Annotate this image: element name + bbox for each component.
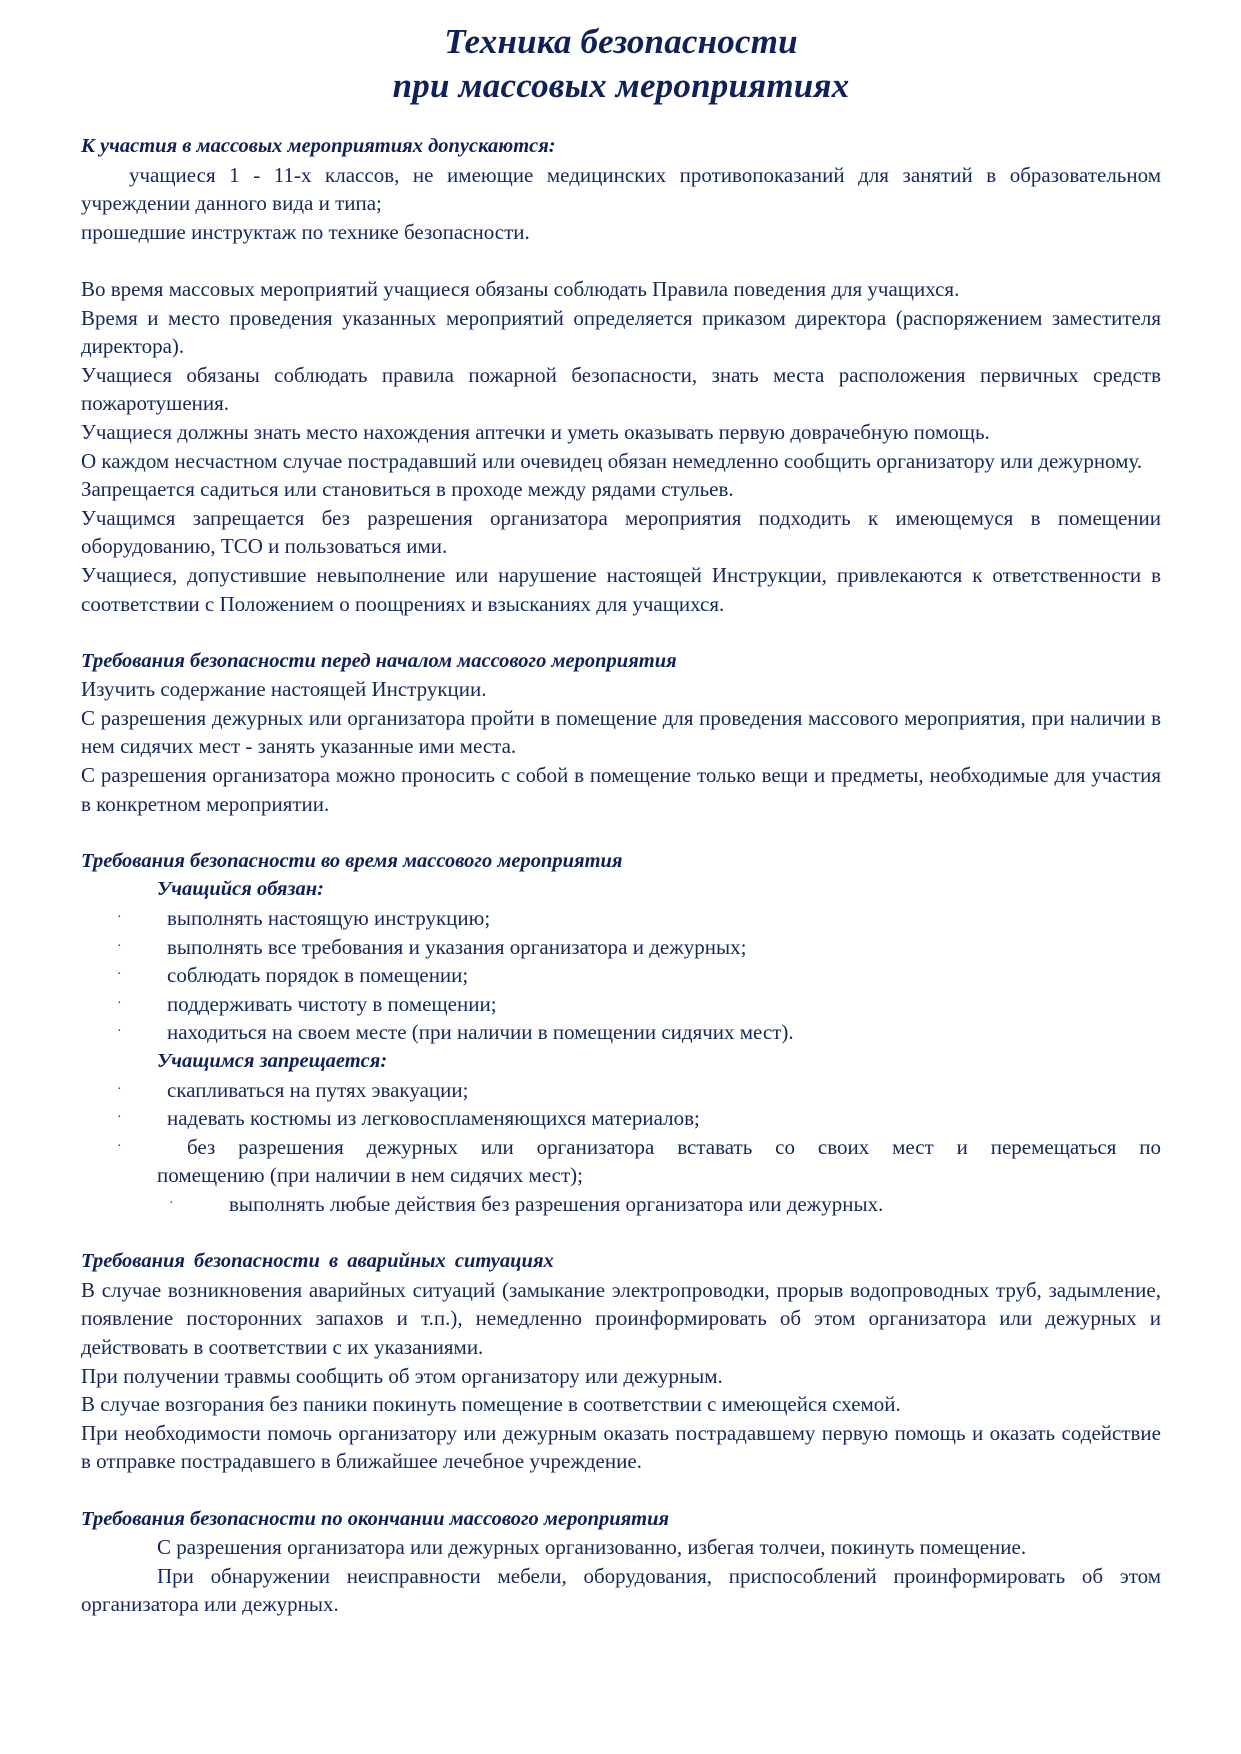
- bullet-icon: ·: [117, 967, 122, 983]
- bullet-icon: ·: [117, 1110, 122, 1126]
- paragraph: Время и место проведения указанных мероприятий определяется приказом директора (распоряжением заместителя директора).: [81, 305, 1161, 359]
- paragraph: Во время массовых мероприятий учащиеся обязаны соблюдать Правила поведения для учащихся.: [81, 276, 960, 301]
- paragraph: прошедшие инструктаж по технике безопасности.: [81, 219, 530, 244]
- paragraph: Учащиеся, допустившие невыполнение или нарушение настоящей Инструкции, привлекаются к ответственности в соответствии с Положением о поощрениях и взысканиях для учащихся.: [81, 562, 1161, 616]
- bullet-icon: ·: [117, 995, 122, 1011]
- bullet-icon: ·: [117, 1024, 122, 1040]
- list-item: [81, 990, 1161, 1019]
- section-heading-during-event: Требования безопасности во время массового мероприятия: [81, 849, 623, 872]
- title-line-2: при массовых мероприятиях: [392, 66, 850, 105]
- list-item-text: выполнять все требования и указания организатора и дежурных;: [167, 934, 747, 959]
- bullet-icon: ·: [117, 1081, 122, 1097]
- bullet-icon: ·: [117, 938, 122, 954]
- section-heading-before-event: Требования безопасности перед началом массового мероприятия: [81, 649, 677, 672]
- paragraph: Учащиеся должны знать место нахождения аптечки и уметь оказывать первую доврачебную помощь.: [81, 419, 990, 444]
- list-item-text-continued: помещению (при наличии в нем сидячих мест);: [157, 1163, 583, 1188]
- subheading-obliged: Учащийся обязан:: [157, 878, 324, 901]
- paragraph: Учащимся запрещается без разрешения организатора мероприятия подходить к имеющемуся в помещении оборудованию, ТСО и пользоваться ими.: [81, 505, 1161, 559]
- bullet-icon: ·: [117, 910, 122, 926]
- list-item-text: находиться на своем месте (при наличии в помещении сидячих мест).: [167, 1020, 794, 1045]
- paragraph: В случае возгорания без паники покинуть помещение в соответствии с имеющейся схемой.: [81, 1392, 901, 1417]
- paragraph: Запрещается садиться или становиться в проходе между рядами стульев.: [81, 477, 734, 502]
- paragraph: С разрешения организатора или дежурных организованно, избегая толчеи, покинуть помещение.: [157, 1535, 1027, 1560]
- list-item: [81, 1018, 1161, 1047]
- paragraph: учащиеся 1 - 11-х классов, не имеющие медицинских противопоказаний для занятий в образовательном учреждении данного вида и типа;: [81, 162, 1161, 216]
- paragraph: При получении травмы сообщить об этом организатору или дежурным.: [81, 1363, 723, 1388]
- paragraph: С разрешения организатора можно проносить с собой в помещение только вещи и предметы, необходимые для участия в конкретном мероприятии.: [81, 763, 1161, 816]
- page-title: [81, 20, 1161, 108]
- paragraph: В случае возникновения аварийных ситуаций (замыкание электропроводки, прорыв водопроводных труб, задымление, появление посторонних запахов и т.п.), немедленно проинформировать об этом организатора или дежурных и действовать в соответствии с их указаниями.: [81, 1277, 1161, 1359]
- list-item: [81, 933, 1161, 962]
- list-item-text: выполнять любые действия без разрешения организатора или дежурных.: [229, 1191, 884, 1216]
- paragraph: Учащиеся обязаны соблюдать правила пожарной безопасности, знать места расположения первичных средств пожаротушения.: [81, 362, 1161, 416]
- list-item: [81, 1133, 1161, 1190]
- list-item: [81, 1190, 1161, 1219]
- paragraph: При обнаружении неисправности мебели, оборудования, приспособлений проинформировать об этом организатора или дежурных.: [81, 1563, 1161, 1617]
- bullet-icon: ·: [169, 1195, 174, 1211]
- list-item: [81, 961, 1161, 990]
- list-item: [81, 1104, 1161, 1133]
- bullet-icon: ·: [117, 1138, 122, 1154]
- section-heading-admission: К участия в массовых мероприятиях допускаются:: [81, 135, 556, 157]
- document-page: [81, 20, 1161, 1619]
- list-item: [81, 904, 1161, 933]
- list-item-text: надевать костюмы из легковоспламеняющихся материалов;: [167, 1106, 700, 1131]
- paragraph: Изучить содержание настоящей Инструкции.: [81, 677, 487, 702]
- paragraph: При необходимости помочь организатору или дежурным оказать пострадавшему первую помощь и оказать содействие в отправке пострадавшего в ближайшее лечебное учреждение.: [81, 1420, 1161, 1474]
- title-line-1: Техника безопасности: [444, 22, 798, 61]
- list-item-text: без разрешения дежурных или организатора вставать со своих мест и перемещаться по: [187, 1134, 1161, 1159]
- section-heading-emergency: Требования безопасности в аварийных ситуациях: [81, 1250, 554, 1273]
- list-item-text: поддерживать чистоту в помещении;: [167, 991, 497, 1016]
- subheading-forbidden: Учащимся запрещается:: [157, 1050, 388, 1072]
- list-item: [81, 1076, 1161, 1105]
- section-heading-after-event: Требования безопасности по окончании массового мероприятия: [81, 1507, 670, 1530]
- paragraph: О каждом несчастном случае пострадавший или очевидец обязан немедленно сообщить организатору или дежурному.: [81, 448, 1143, 473]
- list-item-text: скапливаться на путях эвакуации;: [167, 1077, 469, 1102]
- paragraph: С разрешения дежурных или организатора пройти в помещение для проведения массового мероприятия, при наличии в нем сидячих мест - занять указанные ими места.: [81, 705, 1161, 759]
- list-item-text: выполнять настоящую инструкцию;: [167, 906, 491, 931]
- list-item-text: соблюдать порядок в помещении;: [167, 963, 469, 988]
